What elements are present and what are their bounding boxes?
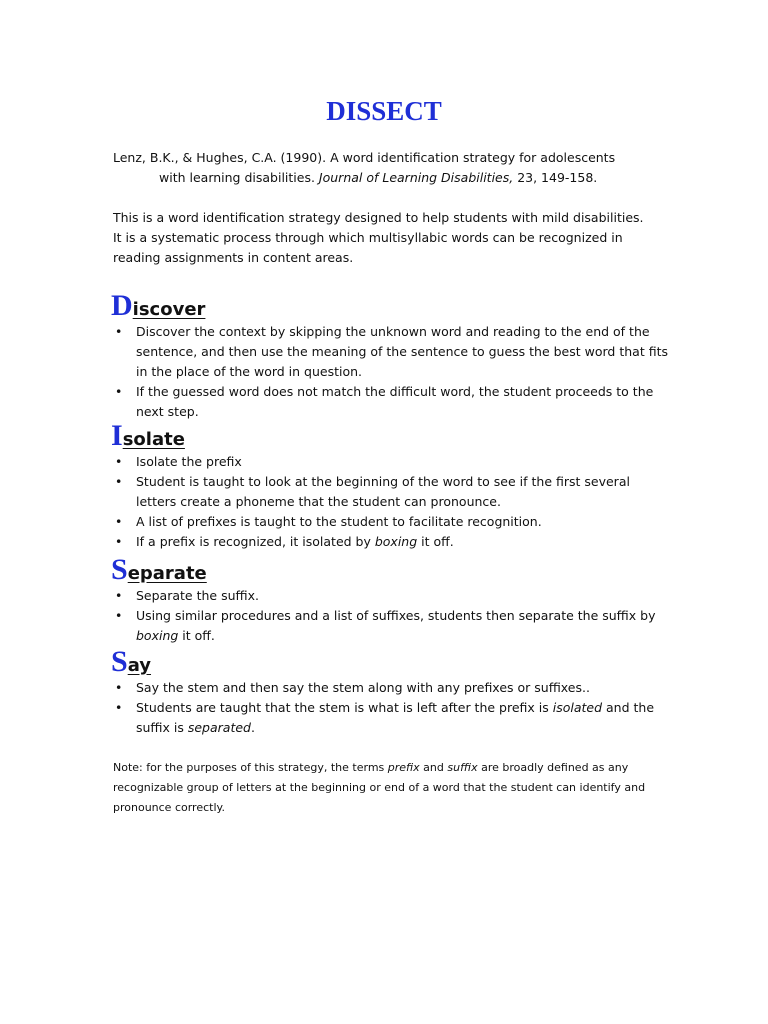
list-item: • Say the stem and then say the stem along with any prefixes or suffixes.. xyxy=(111,678,671,698)
bullet-list xyxy=(111,586,671,646)
section-discover xyxy=(111,290,671,422)
list-item: • Separate the suffix. xyxy=(111,586,671,606)
section-say xyxy=(111,646,671,738)
section-heading-isolate xyxy=(111,420,671,452)
heading-rest: ay xyxy=(127,655,152,676)
bullet-list xyxy=(111,678,671,738)
list-item: • Using similar procedures and a list of suffixes, students then separate the suffix by boxing it off. xyxy=(111,606,671,646)
heading-initial: I xyxy=(111,419,123,452)
list-item: • If a prefix is recognized, it isolated by boxing it off. xyxy=(111,532,671,552)
list-item: • Student is taught to look at the beginning of the word to see if the first several letters create a phoneme that the student can pronounce. xyxy=(111,472,671,512)
list-item: • Discover the context by skipping the unknown word and reading to the end of the sentence, and then use the meaning of the sentence to guess the best word that fits in the place of the word in question. xyxy=(111,322,671,382)
bullet-list xyxy=(111,322,671,422)
note-paragraph: Note: for the purposes of this strategy, the terms prefix and suffix are broadly defined as any recognizable group of letters at the beginning or end of a word that the student can identify and pronounce correctly. xyxy=(113,761,646,814)
heading-rest: solate xyxy=(122,429,185,450)
emphasis: isolated xyxy=(552,700,603,715)
heading-rest: iscover xyxy=(132,299,206,320)
citation-line-2: with learning disabilities. Journal of Learning Disabilities, 23, 149-158. xyxy=(159,170,598,185)
section-heading-say xyxy=(111,646,671,678)
section-heading-separate xyxy=(111,554,671,586)
emphasis: suffix xyxy=(447,761,478,774)
citation-line-1: Lenz, B.K., & Hughes, C.A. (1990). A word identification strategy for adolescents xyxy=(113,150,616,165)
section-separate xyxy=(111,554,671,646)
list-item: • Students are taught that the stem is what is left after the prefix is isolated and the suffix is separated. xyxy=(111,698,671,738)
emphasis: boxing xyxy=(374,534,418,549)
emphasis: boxing xyxy=(136,628,179,643)
bullet-list xyxy=(111,452,671,552)
section-isolate xyxy=(111,420,671,552)
list-item: • If the guessed word does not match the difficult word, the student proceeds to the next step. xyxy=(111,382,671,422)
page-title: DISSECT xyxy=(326,96,442,126)
heading-initial: D xyxy=(111,289,133,322)
section-heading-discover xyxy=(111,290,671,322)
emphasis: separated xyxy=(187,720,251,735)
heading-rest: eparate xyxy=(127,563,207,584)
heading-initial: S xyxy=(111,553,128,586)
journal-name: Journal of Learning Disabilities, xyxy=(318,170,514,185)
list-item: • A list of prefixes is taught to the student to facilitate recognition. xyxy=(111,512,671,532)
intro-paragraph: This is a word identification strategy designed to help students with mild disabilities. It is a systematic process through which multisyllabic words can be recognized in reading assignments in content areas. xyxy=(113,210,644,265)
list-item: • Isolate the prefix xyxy=(111,452,671,472)
heading-initial: S xyxy=(111,645,128,678)
emphasis: prefix xyxy=(387,761,420,774)
citation xyxy=(113,148,673,188)
